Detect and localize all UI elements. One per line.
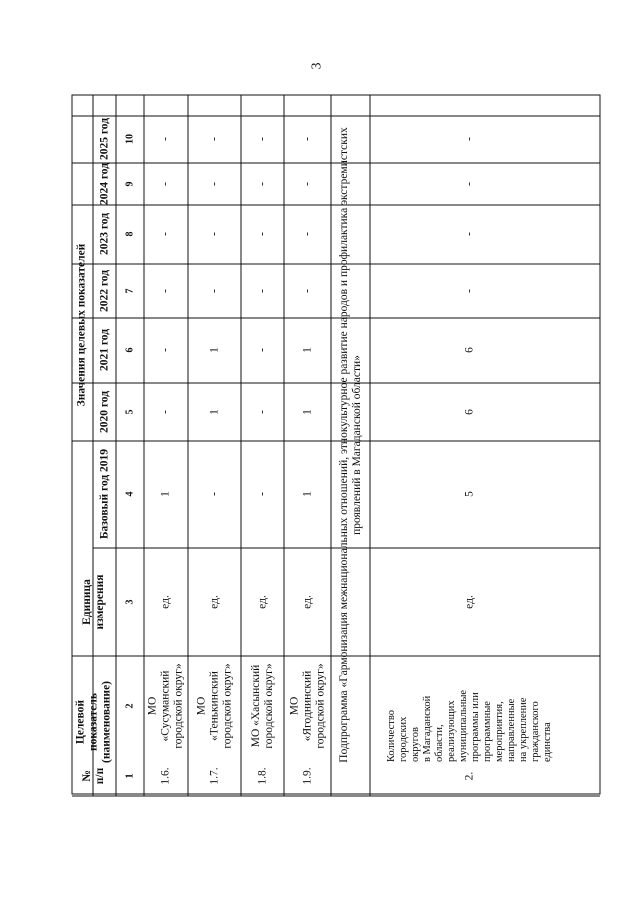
value-cell: - [463,232,476,236]
row-indicator-name: МО «Тенькинский городской округ» [195,663,234,749]
header-year-2023: 2023 год [98,212,111,256]
header-year-2024: 2024 год [98,162,111,206]
row-num: 1.6. [159,767,172,785]
value-cell: - [301,232,314,236]
value-cell: - [256,410,269,414]
value-cell: - [208,182,221,186]
value-cell: - [208,232,221,236]
row-num: 1.9. [301,767,314,785]
value-cell: 1 [159,491,172,497]
value-cell: - [301,182,314,186]
header-unit: Единица измерения [81,574,106,630]
col-number: 6 [124,347,136,353]
row-unit: ед. [463,595,476,609]
row-num: 1.8. [256,767,269,785]
value-cell: - [256,348,269,352]
value-cell: - [256,492,269,496]
value-cell: - [256,182,269,186]
col-number: 4 [124,491,136,497]
col-number: 8 [124,231,136,237]
value-cell: - [256,289,269,293]
value-cell: - [159,232,172,236]
value-cell: 1 [208,347,221,353]
col-number: 9 [124,181,136,187]
value-cell: 5 [463,491,476,497]
col-number: 1 [124,773,136,779]
value-cell: - [463,182,476,186]
row-indicator-name: Количество городских округов в Магаданской области, реализующих муниципальные программы или программные мероприятия, направленные на укрепление гражданского единства [386,689,553,763]
row-num: 2. [463,771,476,781]
value-cell: 1 [301,409,314,415]
header-year-2021: 2021 год [98,328,111,372]
value-cell: 1 [301,491,314,497]
row-indicator-name: МО «Хасынский городской округ» [250,663,275,749]
col-number: 5 [124,409,136,415]
value-cell: - [208,137,221,141]
row-indicator-name: МО «Сусуманский городской округ» [146,663,185,749]
col-number: 10 [124,134,136,144]
row-indicator-name: МО «Ягоднинский городской округ» [288,663,327,749]
value-cell: - [208,289,221,293]
value-cell: - [301,137,314,141]
value-cell: - [463,289,476,293]
value-cell: - [159,137,172,141]
value-cell: - [256,137,269,141]
value-cell: - [301,289,314,293]
header-values-group: Значения целевых показателей [75,243,88,407]
value-cell: - [159,289,172,293]
value-cell: - [159,348,172,352]
header-year-2025: 2025 год [98,117,111,161]
header-num: № п/п [81,767,106,785]
row-unit: ед. [256,595,269,609]
header-indicator: Целевой показатель (наименование) [74,680,113,764]
value-cell: - [463,137,476,141]
value-cell: 1 [208,409,221,415]
subprogram-title: Подпрограмма «Гармонизация межнациональных отношений, этнокультурное развитие народов и профилактика экстремистских проявлений в Магаданской области» [338,127,363,763]
row-unit: ед. [301,595,314,609]
value-cell: - [256,232,269,236]
col-number: 2 [124,703,136,709]
value-cell: - [159,182,172,186]
header-year-2020: 2020 год [98,390,111,434]
page-number: 3 [309,62,325,70]
col-number: 3 [124,599,136,605]
value-cell: - [208,492,221,496]
col-number: 7 [124,288,136,294]
row-unit: ед. [159,595,172,609]
value-cell: 6 [463,347,476,353]
value-cell: - [159,410,172,414]
value-cell: 1 [301,347,314,353]
row-unit: ед. [208,595,221,609]
header-year-2022: 2022 год [98,269,111,313]
value-cell: 6 [463,409,476,415]
row-num: 1.7. [208,767,221,785]
header-year-2019: Базовый год 2019 [98,448,111,540]
